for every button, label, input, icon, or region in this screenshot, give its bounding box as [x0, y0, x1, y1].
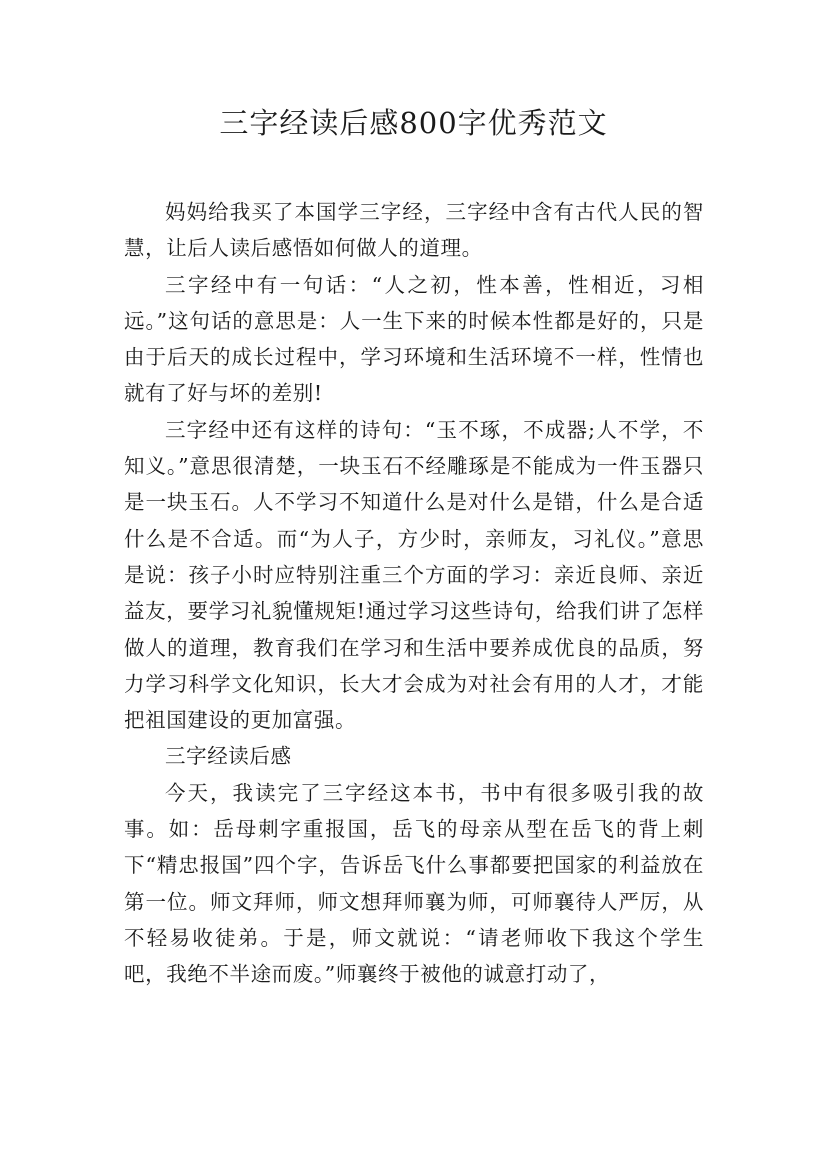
- document-body: [124, 194, 704, 993]
- section-heading: 三字经读后感: [165, 744, 292, 769]
- paragraph: 三字经中有一句话：“人之初，性本善，性相近，习相远。”这句话的意思是：人一生下来的时候本性都是好的，只是由于后天的成长过程中，学习环境和生活环境不一样，性情也就有了好与坏的差别!: [124, 272, 704, 406]
- paragraph: 三字经中还有这样的诗句：“玉不琢，不成器;人不学，不知义。”意思很清楚，一块玉石不经雕琢是不能成为一件玉器只是一块玉石。人不学习不知道什么是对什么是错，什么是合适什么是不合适。而“为人子，方少时，亲师友，习礼仪。”意思是说：孩子小时应特别注重三个方面的学习：亲近良师、亲近益友，要学习礼貌懂规矩!通过学习这些诗句，给我们讲了怎样做人的道理，教育我们在学习和生活中要养成优良的品质，努力学习科学文化知识，长大才会成为对社会有用的人才，才能把祖国建设的更加富强。: [124, 417, 704, 733]
- paragraph: 妈妈给我买了本国学三字经，三字经中含有古代人民的智慧，让后人读后感悟如何做人的道理。: [124, 200, 704, 261]
- paragraph: 今天，我读完了三字经这本书，书中有很多吸引我的故事。如：岳母刺字重报国，岳飞的母亲从型在岳飞的背上刺下“精忠报国”四个字，告诉岳飞什么事都要把国家的利益放在第一位。师文拜师，师文想拜师襄为师，可师襄待人严厉，从不轻易收徒弟。于是，师文就说：“请老师收下我这个学生吧，我绝不半途而废。”师襄终于被他的诚意打动了，: [124, 780, 704, 987]
- document-title: 三字经读后感800字优秀范文: [219, 106, 608, 140]
